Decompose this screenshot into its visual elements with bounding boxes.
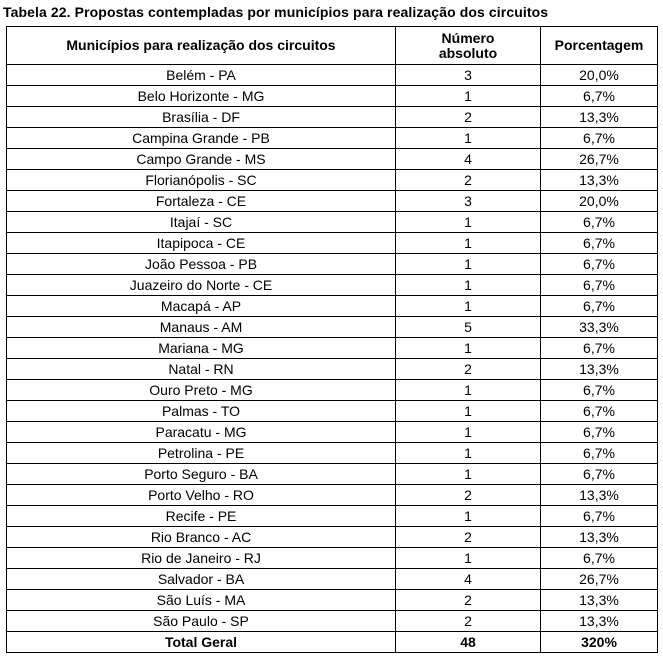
cell-porcentagem: 6,7% (541, 296, 658, 317)
cell-municipio: Campo Grande - MS (7, 149, 396, 170)
cell-porcentagem: 13,3% (541, 359, 658, 380)
table-row (7, 275, 658, 296)
cell-porcentagem: 33,3% (541, 317, 658, 338)
cell-municipio: Ouro Preto - MG (7, 380, 396, 401)
cell-porcentagem: 6,7% (541, 506, 658, 527)
cell-porcentagem: 6,7% (541, 86, 658, 107)
cell-municipio: Manaus - AM (7, 317, 396, 338)
cell-municipio: Mariana - MG (7, 338, 396, 359)
cell-absoluto: 2 (396, 170, 541, 191)
cell-absoluto: 1 (396, 233, 541, 254)
cell-municipio: Palmas - TO (7, 401, 396, 422)
cell-municipio: Natal - RN (7, 359, 396, 380)
cell-municipio: Belém - PA (7, 65, 396, 86)
cell-municipio: João Pessoa - PB (7, 254, 396, 275)
cell-porcentagem: 6,7% (541, 275, 658, 296)
cell-municipio: São Paulo - SP (7, 611, 396, 632)
cell-absoluto: 3 (396, 65, 541, 86)
cell-absoluto: 1 (396, 338, 541, 359)
cell-porcentagem: 20,0% (541, 191, 658, 212)
cell-porcentagem: 6,7% (541, 254, 658, 275)
table-row (7, 401, 658, 422)
cell-porcentagem: 6,7% (541, 464, 658, 485)
total-row (7, 632, 658, 653)
cell-absoluto: 1 (396, 380, 541, 401)
cell-absoluto: 1 (396, 422, 541, 443)
cell-absoluto: 1 (396, 464, 541, 485)
table-row (7, 380, 658, 401)
cell-porcentagem: 26,7% (541, 149, 658, 170)
table-row (7, 254, 658, 275)
cell-absoluto: 2 (396, 590, 541, 611)
cell-municipio: Macapá - AP (7, 296, 396, 317)
cell-absoluto: 1 (396, 275, 541, 296)
table-row (7, 569, 658, 590)
header-porcentagem: Porcentagem (541, 27, 658, 65)
table-row (7, 590, 658, 611)
cell-municipio: Rio Branco - AC (7, 527, 396, 548)
table-body (7, 65, 658, 653)
cell-absoluto: 1 (396, 254, 541, 275)
table-caption: Tabela 22. Propostas contempladas por municípios para realização dos circuitos (3, 4, 549, 20)
table-row (7, 338, 658, 359)
table-row (7, 422, 658, 443)
table-row (7, 149, 658, 170)
cell-porcentagem: 6,7% (541, 422, 658, 443)
cell-porcentagem: 13,3% (541, 170, 658, 191)
table-row (7, 548, 658, 569)
cell-porcentagem: 13,3% (541, 611, 658, 632)
cell-porcentagem: 20,0% (541, 65, 658, 86)
cell-absoluto: 1 (396, 506, 541, 527)
cell-absoluto: 2 (396, 107, 541, 128)
cell-porcentagem: 6,7% (541, 443, 658, 464)
cell-absoluto: 2 (396, 527, 541, 548)
table-row (7, 527, 658, 548)
cell-absoluto: 1 (396, 548, 541, 569)
table-row (7, 86, 658, 107)
cell-municipio: Salvador - BA (7, 569, 396, 590)
cell-porcentagem: 6,7% (541, 548, 658, 569)
cell-absoluto: 4 (396, 569, 541, 590)
cell-porcentagem: 26,7% (541, 569, 658, 590)
cell-porcentagem: 6,7% (541, 212, 658, 233)
table-row (7, 65, 658, 86)
header-absoluto-line1: Número (441, 29, 495, 46)
cell-municipio: Rio de Janeiro - RJ (7, 548, 396, 569)
cell-absoluto: 2 (396, 485, 541, 506)
cell-municipio: Juazeiro do Norte - CE (7, 275, 396, 296)
table-row (7, 359, 658, 380)
table-row (7, 296, 658, 317)
cell-porcentagem: 6,7% (541, 380, 658, 401)
table-row (7, 191, 658, 212)
cell-municipio: Belo Horizonte - MG (7, 86, 396, 107)
municipios-table (6, 26, 658, 653)
header-absoluto (396, 27, 541, 65)
cell-absoluto: 1 (396, 212, 541, 233)
cell-absoluto: 1 (396, 86, 541, 107)
table-row (7, 506, 658, 527)
table-row (7, 233, 658, 254)
cell-porcentagem: 6,7% (541, 338, 658, 359)
cell-municipio: Fortaleza - CE (7, 191, 396, 212)
cell-absoluto: 4 (396, 149, 541, 170)
header-row (7, 27, 658, 65)
cell-municipio: Porto Seguro - BA (7, 464, 396, 485)
cell-municipio: Petrolina - PE (7, 443, 396, 464)
total-label: Total Geral (7, 632, 396, 653)
table-row (7, 485, 658, 506)
table-row (7, 317, 658, 338)
cell-municipio: Florianópolis - SC (7, 170, 396, 191)
cell-absoluto: 5 (396, 317, 541, 338)
cell-absoluto: 1 (396, 128, 541, 149)
table-header (7, 27, 658, 65)
cell-porcentagem: 13,3% (541, 590, 658, 611)
cell-municipio: Paracatu - MG (7, 422, 396, 443)
cell-absoluto: 1 (396, 296, 541, 317)
cell-absoluto: 3 (396, 191, 541, 212)
cell-municipio: Itapipoca - CE (7, 233, 396, 254)
cell-absoluto: 2 (396, 359, 541, 380)
table-row (7, 128, 658, 149)
cell-porcentagem: 6,7% (541, 233, 658, 254)
cell-municipio: Recife - PE (7, 506, 396, 527)
cell-municipio: Campina Grande - PB (7, 128, 396, 149)
cell-porcentagem: 13,3% (541, 107, 658, 128)
total-porcentagem: 320% (541, 632, 658, 653)
cell-municipio: Porto Velho - RO (7, 485, 396, 506)
cell-porcentagem: 6,7% (541, 128, 658, 149)
cell-porcentagem: 13,3% (541, 527, 658, 548)
table-row (7, 170, 658, 191)
cell-absoluto: 1 (396, 401, 541, 422)
header-absoluto-line2: absoluto (438, 44, 498, 61)
cell-porcentagem: 6,7% (541, 401, 658, 422)
cell-absoluto: 1 (396, 443, 541, 464)
header-municipio: Municípios para realização dos circuitos (7, 27, 396, 65)
table-row (7, 212, 658, 233)
cell-municipio: São Luís - MA (7, 590, 396, 611)
cell-municipio: Brasília - DF (7, 107, 396, 128)
table-row (7, 107, 658, 128)
table-row (7, 464, 658, 485)
table-row (7, 611, 658, 632)
cell-absoluto: 2 (396, 611, 541, 632)
cell-municipio: Itajaí - SC (7, 212, 396, 233)
table-row (7, 443, 658, 464)
total-absoluto: 48 (396, 632, 541, 653)
cell-porcentagem: 13,3% (541, 485, 658, 506)
